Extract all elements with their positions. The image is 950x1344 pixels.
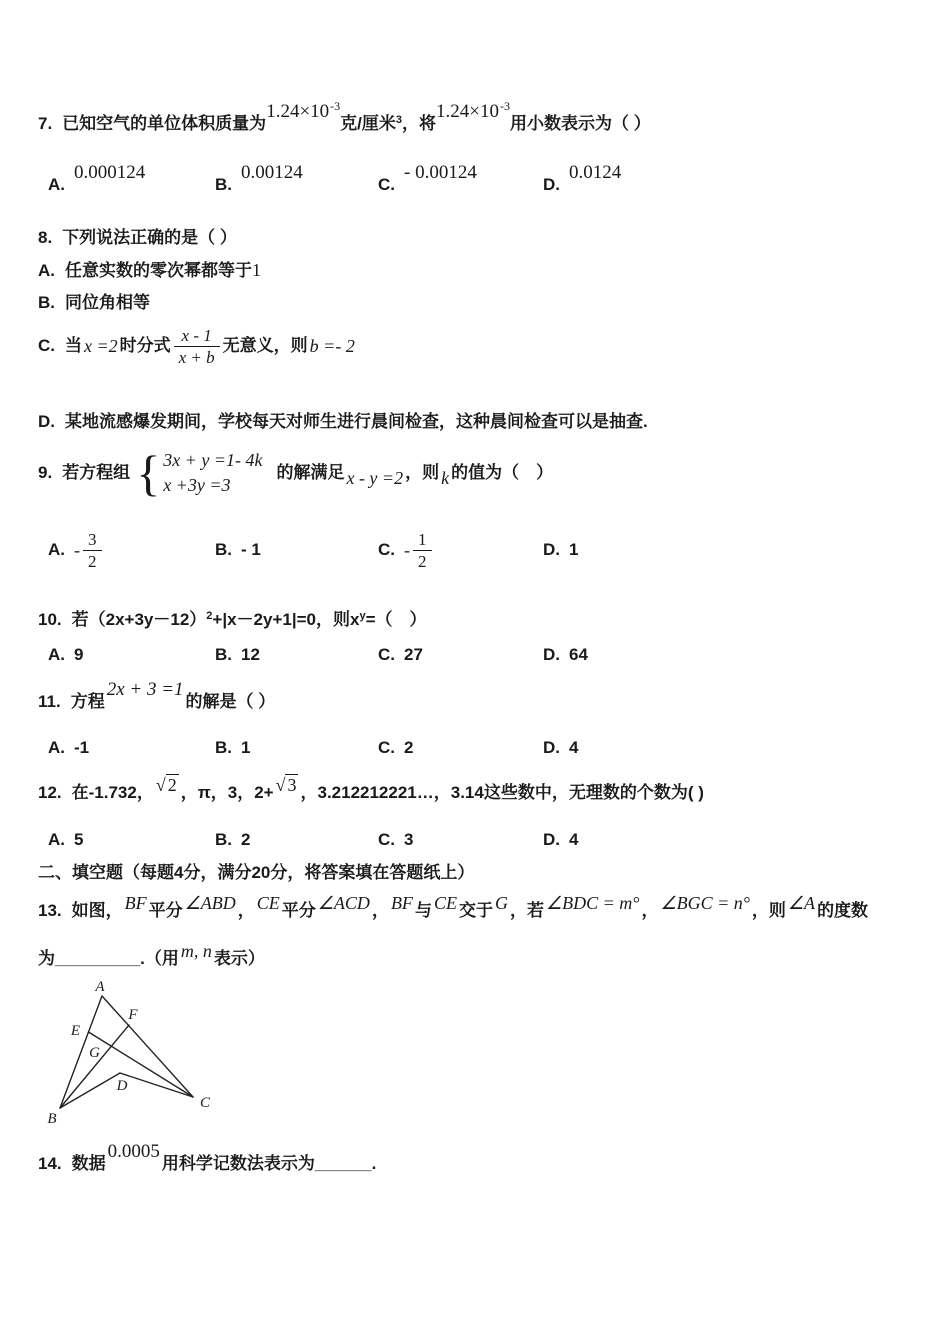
fraction-denominator: 2 — [418, 551, 427, 571]
exponent: -3 — [330, 99, 341, 113]
option-letter: C. — [378, 830, 395, 849]
segment-BD — [60, 1073, 120, 1108]
option-value: -1 — [74, 738, 90, 757]
question-13-stem-line2 — [38, 941, 265, 970]
question-number: 10. — [38, 610, 62, 629]
option-c — [378, 737, 413, 759]
question-14-stem — [38, 1141, 377, 1175]
question-number: 7. — [38, 114, 53, 133]
math-G: G — [494, 893, 508, 913]
question-number: 8. — [38, 228, 53, 247]
option-letter: B. — [215, 540, 232, 559]
equation-1: 3x + y =1- 4k — [163, 450, 263, 470]
option-letter: D. — [543, 175, 560, 194]
option-letter: B. — [215, 645, 232, 664]
option-value: 2 — [241, 830, 251, 849]
option-d — [543, 737, 578, 759]
option-value: 2 — [404, 738, 414, 757]
question-10-stem — [38, 609, 427, 633]
option-text: 当 — [65, 336, 82, 355]
option-value: 0.00124 — [241, 162, 303, 183]
option-b — [215, 162, 303, 196]
question-number: 11. — [38, 692, 61, 711]
option-letter: C. — [38, 336, 55, 355]
stem-text: 的解是（ ） — [185, 692, 276, 711]
question-11-stem — [38, 679, 276, 713]
option-d — [543, 829, 578, 851]
option-letter: D. — [543, 540, 560, 559]
stem-text: ，则 — [405, 463, 440, 482]
stem-text: 若方程组 — [62, 463, 131, 482]
point-label-E: E — [70, 1023, 80, 1039]
math-expression: b =- 2 — [309, 336, 355, 356]
stem-text: ，3.212212221…，3.14这些数中，无理数的个数为( ) — [300, 783, 704, 802]
option-a — [48, 737, 89, 759]
option-b — [215, 522, 261, 578]
stem-text: 的值为（ ） — [451, 463, 554, 482]
vertex-label-C: C — [200, 1095, 211, 1111]
scientific-notation: $1.24\times 10^{-3}$ — [436, 99, 510, 122]
math-BF: BF — [390, 893, 413, 913]
stem-text: 用小数表示为（ ） — [509, 114, 651, 133]
question-number: 12. — [38, 783, 62, 802]
fraction — [83, 530, 102, 571]
minus-sign: - — [74, 540, 80, 560]
point-label-F: F — [128, 1007, 138, 1023]
stem-text: =（ ） — [365, 610, 427, 629]
math-angle-A: ∠A — [787, 893, 816, 913]
vertex-label-B: B — [47, 1111, 57, 1127]
stem-text: ， — [237, 901, 255, 920]
segment-CE — [89, 1032, 194, 1097]
math-mn: m, n — [180, 941, 212, 961]
option-value: 0.000124 — [74, 162, 146, 183]
stem-text: +|x－2y+1|=0，则x — [212, 610, 360, 629]
option-value: 4 — [569, 830, 579, 849]
stem-text: ，π，3，2+ — [180, 783, 274, 802]
option-a — [48, 522, 105, 578]
option-value: 1 — [241, 738, 251, 757]
scientific-notation: $1.24\times 10^{-3}$ — [266, 99, 341, 122]
stem-text: ，若 — [509, 901, 544, 920]
option-text: 同位角相等 — [65, 293, 150, 312]
minus-sign: - — [404, 540, 410, 560]
option-value: - 0.00124 — [404, 162, 477, 183]
fraction-numerator: x - 1 — [174, 326, 220, 347]
stem-text: 平分 — [148, 901, 183, 920]
option-letter: D. — [543, 830, 560, 849]
option-letter: D. — [543, 738, 560, 757]
stem-text: ，则 — [751, 901, 786, 920]
system-brace: { — [136, 445, 161, 501]
option-letter: B. — [38, 293, 55, 312]
option-a — [48, 162, 146, 196]
question-8-option-d — [38, 411, 648, 433]
superscript: 3 — [395, 114, 403, 126]
math-BF: BF — [124, 893, 147, 913]
fraction-denominator: 2 — [88, 551, 97, 571]
blank-text: 为_________.（用 — [38, 949, 179, 968]
stem-text: 用科学记数法表示为______. — [161, 1154, 377, 1173]
stem-text: 平分 — [281, 901, 316, 920]
math-value: 0.0005 — [107, 1141, 160, 1162]
stem-text: 交于 — [458, 901, 493, 920]
stem-text: ， — [371, 901, 389, 920]
math-one: 1 — [252, 260, 261, 280]
option-value: 5 — [74, 830, 84, 849]
option-c — [378, 829, 413, 851]
stem-text: 克/厘米 — [340, 114, 396, 133]
stem-text: 已知空气的单位体积质量为 — [62, 114, 267, 133]
question-12-stem — [38, 775, 704, 804]
stem-text: 在-1.732， — [71, 783, 154, 802]
question-8-option-b — [38, 292, 150, 314]
option-value: - 1 — [241, 540, 261, 559]
superscript: y — [359, 610, 366, 622]
option-value: 0.0124 — [569, 162, 622, 183]
stem-text: ，将 — [402, 114, 437, 133]
section-title: 二、填空题（每题4分，满分20分，将答案填在答题纸上） — [38, 863, 475, 882]
stem-text: 表示） — [213, 949, 265, 968]
fraction-numerator: 1 — [413, 530, 432, 551]
question-8-stem — [38, 227, 237, 249]
stem-text: 与 — [414, 901, 432, 920]
question-7-stem — [38, 99, 651, 137]
question-number: 9. — [38, 463, 53, 482]
option-b — [215, 644, 260, 666]
option-d — [543, 522, 578, 578]
stem-text: 数据 — [71, 1154, 106, 1173]
radical-sign: √ — [155, 775, 166, 795]
option-d — [543, 162, 622, 196]
radical-sign: √ — [275, 775, 286, 795]
fraction-denominator: x + b — [178, 347, 215, 367]
stem-text: 若（2x+3y－12） — [71, 610, 207, 629]
option-letter: A. — [48, 830, 65, 849]
fraction — [174, 326, 220, 367]
option-c — [378, 522, 435, 578]
stem-text: 方程 — [70, 692, 105, 711]
superscript: 2 — [206, 610, 213, 622]
option-value: 12 — [241, 645, 260, 664]
equation: 2x + 3 =1 — [106, 679, 184, 700]
math-expression: x - y =2 — [346, 468, 404, 488]
question-8-option-a — [38, 259, 261, 282]
option-letter: A. — [48, 645, 65, 664]
math-angle-BGC: ∠BGC = n° — [660, 893, 750, 913]
option-c — [378, 162, 477, 196]
option-a — [48, 829, 83, 851]
fraction — [413, 530, 432, 571]
fraction-numerator: 3 — [83, 530, 102, 551]
option-value: 1 — [569, 540, 579, 559]
option-letter: B. — [215, 738, 232, 757]
radicand: 2 — [167, 775, 177, 795]
geometry-figure — [30, 978, 260, 1130]
vertex-label-A: A — [95, 979, 105, 995]
option-text: 某地流感爆发期间，学校每天对师生进行晨间检查，这种晨间检查可以是抽查. — [65, 412, 648, 431]
stem-text: 的解满足 — [276, 463, 345, 482]
math-expression: x =2 — [84, 336, 118, 356]
option-value: 3 — [404, 830, 414, 849]
equation-system — [163, 448, 262, 498]
option-letter: B. — [215, 830, 232, 849]
exponent: -3 — [499, 99, 510, 113]
option-c — [378, 644, 423, 666]
option-text: 任意实数的零次幂都等于 — [65, 261, 252, 280]
math-variable-k: k — [441, 468, 450, 488]
stem-text: 如图， — [71, 901, 123, 920]
option-letter: D. — [38, 412, 55, 431]
math-angle-ABD: ∠ABD — [184, 893, 236, 913]
option-letter: B. — [215, 175, 232, 194]
math-CE: CE — [256, 893, 280, 913]
option-value: 9 — [74, 645, 84, 664]
option-letter: C. — [378, 540, 395, 559]
math-angle-ACD: ∠ACD — [317, 893, 370, 913]
question-number: 13. — [38, 901, 62, 920]
stem-text: 下列说法正确的是（ ） — [62, 228, 237, 247]
option-letter: A. — [48, 738, 65, 757]
equation-2: x +3y =3 — [163, 475, 231, 495]
option-b — [215, 737, 250, 759]
math-angle-BDC: ∠BDC = m° — [545, 893, 640, 913]
option-value: 27 — [404, 645, 423, 664]
stem-text: ， — [641, 901, 659, 920]
option-value: 64 — [569, 645, 588, 664]
option-letter: D. — [543, 645, 560, 664]
point-label-D: D — [116, 1078, 128, 1094]
question-13-stem-line1 — [38, 893, 869, 922]
option-letter: A. — [48, 540, 65, 559]
option-value: 4 — [569, 738, 579, 757]
sqrt-3 — [276, 775, 299, 795]
option-letter: A. — [38, 261, 55, 280]
option-a — [48, 644, 83, 666]
option-letter: C. — [378, 175, 395, 194]
option-text: 时分式 — [119, 336, 171, 355]
question-8-option-c — [38, 323, 357, 369]
point-label-G: G — [89, 1045, 100, 1061]
sqrt-2 — [156, 775, 179, 795]
option-letter: A. — [48, 175, 65, 194]
question-number: 14. — [38, 1154, 62, 1173]
option-text: 无意义，则 — [222, 336, 308, 355]
question-9-stem — [38, 446, 553, 500]
radicand: 3 — [287, 775, 297, 795]
option-b — [215, 829, 250, 851]
section-2-header — [38, 862, 474, 884]
stem-text: 的度数 — [817, 901, 869, 920]
math-CE: CE — [433, 893, 457, 913]
option-letter: C. — [378, 645, 395, 664]
option-d — [543, 644, 588, 666]
option-letter: C. — [378, 738, 395, 757]
